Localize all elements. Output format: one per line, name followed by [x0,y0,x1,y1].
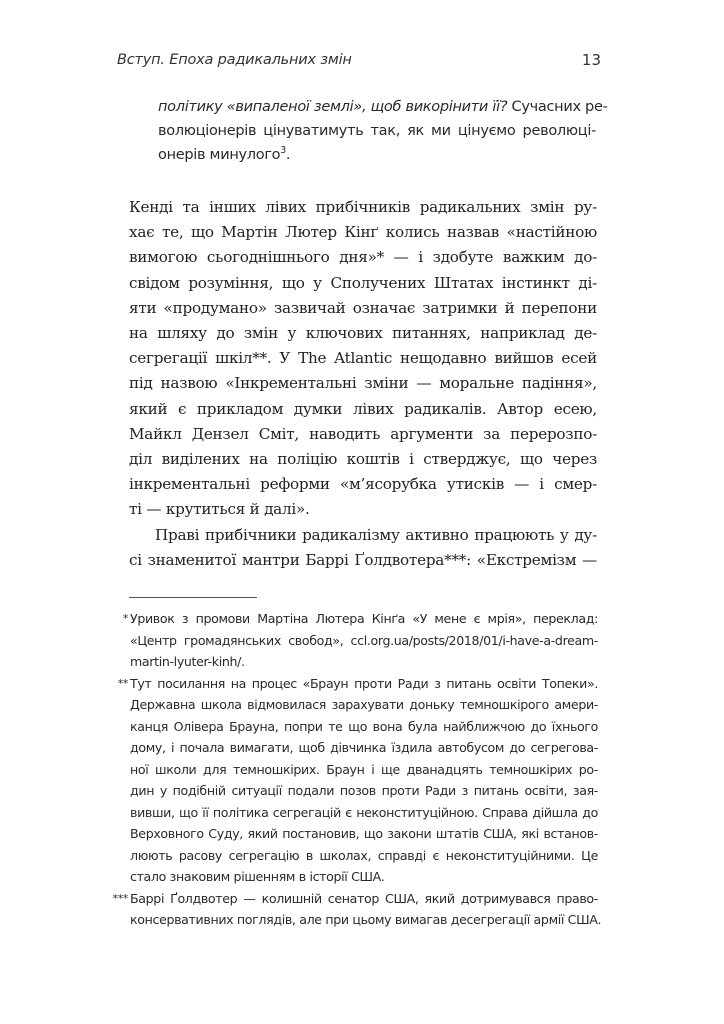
footnote-line: Тут посилання на процес «Браун проти Ради з питань освіти Топеки». [130,675,598,691]
footnote-line: Верховного Суду, який постановив, що закони штатів США, які встанов- [130,826,598,841]
text-line: інкрементальні реформи «м’ясорубка утисків — і смер- [129,475,597,494]
footnote-mark: *** [112,891,128,905]
text-line: ті — крутиться й далі». [129,500,310,519]
footnote-line: «Центр громадянських свобод», ccl.org.ua/posts/2018/01/i-have-a-dream- [130,632,598,648]
quote-line-1: політику «випаленої землі», щоб викорінити її? Сучасних ре- [158,99,608,115]
quote-line-2: волюціонерів цінуватимуть так, як ми цінуємо революці- [158,123,596,139]
footnote-divider [129,597,257,598]
block-quote [158,95,608,167]
footnote-3 [112,888,602,931]
text-line: вимогою сьогоднішнього дня»* — і здобуте важким до- [129,248,597,267]
running-header-title: Вступ. Епоха радикальних змін [117,52,352,68]
paragraph-1 [129,195,597,523]
text-line: сегрегації шкіл**. У The Atlantic нещодавно вийшов есей [129,349,597,368]
paragraph-2 [129,523,597,573]
footnote-line: Баррі Ґолдвотер — колишній сенатор США, який дотримувався право- [130,890,598,906]
footnote-1 [112,608,598,673]
footnote-mark: ** [117,676,128,690]
footnote-mark: * [122,612,128,625]
main-text [129,195,597,573]
page-number: 13 [581,51,601,69]
footnote-line: люють расову сегрегацію в школах, справді є неконституційними. Це [130,847,598,863]
footnote-line: консервативних поглядів, але при цьому вимагав десегрегації армії США. [130,912,602,927]
footnote-line: дин у подібній ситуації подали позов проти Ради з питань освіти, зая- [130,783,598,798]
text-line: діл виділених на поліцію коштів і стверджує, що через [129,450,597,469]
text-line: сі знаменитої мантри Баррі Ґолдвотера***: «Екстремізм — [129,550,597,569]
quote-line-3: онерів минулого$^3$. [158,145,291,163]
footnote-line: стало знаковим рішенням в історії США. [130,869,385,884]
text-line: який є прикладом думки лівих радикалів. Автор есею, [129,399,597,418]
text-line: Майкл Дензел Сміт, наводить аргументи за перерозпо- [129,424,597,443]
footnote-line: вивши, що її політика сегрегацій є неконституційною. Справа дійшла до [130,804,598,820]
footnotes [112,608,602,931]
footnote-line: дому, і почала вимагати, щоб дівчинка їздила автобусом до сегрегова- [130,740,598,755]
text-line: Праві прибічники радикалізму активно працюють у ду- [155,525,597,544]
text-line: свідом розуміння, що у Сполучених Штатах інстинкт ді- [129,273,597,292]
footnote-line: канця Олівера Брауна, попри те що вона була найближчою до їхнього [130,718,598,734]
text-line: під назвою «Інкрементальні зміни — моральне падіння», [129,374,597,393]
footnote-line: Уривок з промови Мартіна Лютера Кінґа «У мене є мрія», переклад: [130,611,598,626]
footnote-line: martin-lyuter-kinh/. [130,654,245,669]
footnote-line: Державна школа відмовилася зарахувати доньку темношкірого амери- [130,697,598,712]
text-line: яти «продумано» зазвичай означає затримки й перепони [129,298,597,317]
footnote-ref-3: 3 [280,145,286,157]
text-line: Кенді та інших лівих прибічників радикальних змін ру- [129,198,597,216]
quote-italic-text: політику «випаленої землі», щоб викорінити її? [158,99,508,115]
text-line: хає те, що Мартін Лютер Кінґ колись назвав «настійною [129,223,597,242]
footnote-2 [112,673,598,888]
footnote-line: ної школи для темношкірих. Браун і ще дванадцять темношкірих ро- [130,761,598,777]
text-line: на шляху до змін у ключових питаннях, наприклад де- [129,324,597,343]
